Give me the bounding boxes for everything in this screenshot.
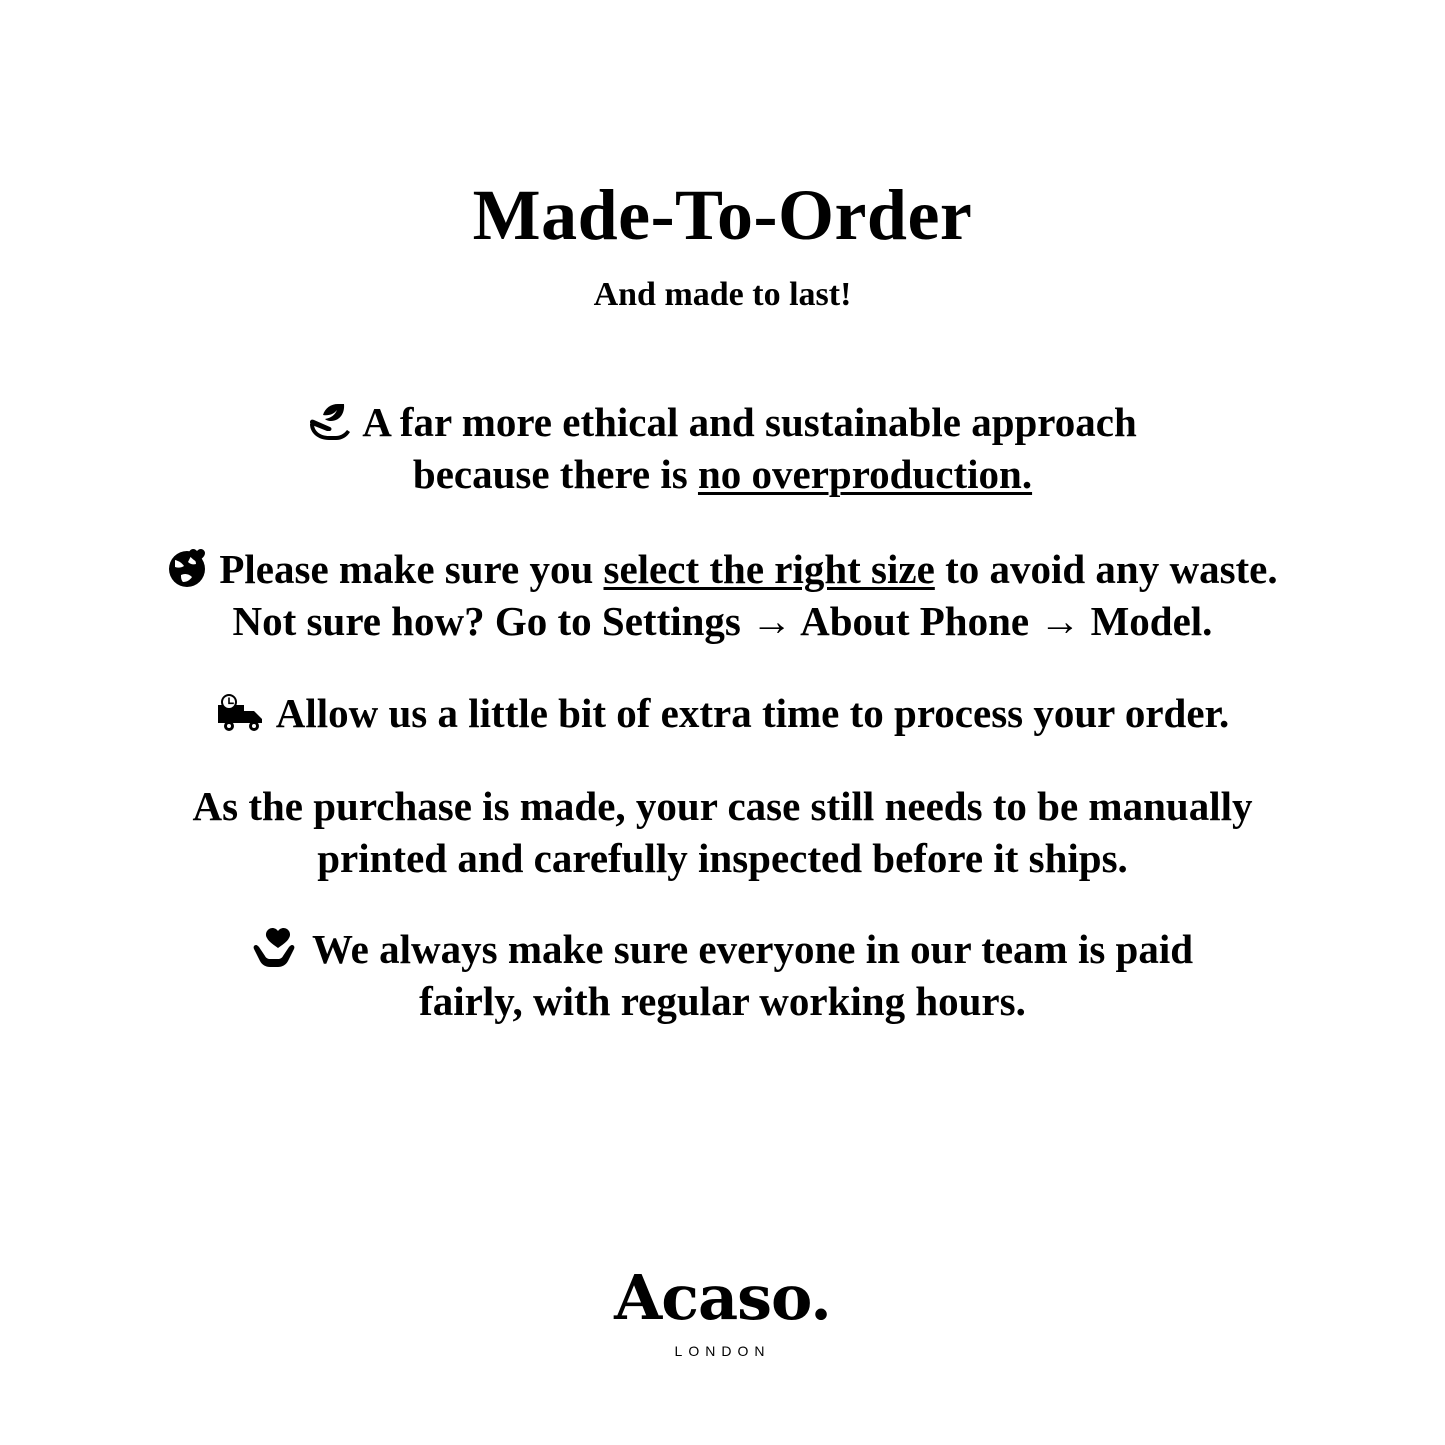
brand-name: Acaso. <box>614 1261 831 1334</box>
delivery-truck-clock-icon <box>216 693 268 733</box>
heart-in-hands-icon <box>252 927 304 969</box>
list-item-text-line2-pre: because there is <box>412 451 698 498</box>
list-item-text-line2: Not sure how? Go to Settings → About Phone → Model. <box>232 598 1213 644</box>
globe-heart-icon <box>167 547 211 589</box>
list-item <box>53 396 1393 501</box>
list-item <box>53 780 1393 885</box>
page-subtitle: And made to last! <box>593 275 852 313</box>
list-item-text-line2-emphasis: no overproduction. <box>697 451 1033 498</box>
list-item-text-line1: Allow us a little bit of extra time to process your order. <box>275 690 1230 737</box>
list-item-text-line1: As the purchase is made, your case still needs to be manually <box>192 782 1253 829</box>
leaf-in-hand-icon <box>308 402 354 442</box>
list-item-text-line1-pre: Please make sure you <box>219 545 604 592</box>
list-item-text-line1: A far more ethical and sustainable approach <box>362 398 1137 445</box>
list-item-text-line1-emphasis: select the right size <box>603 545 935 592</box>
brand-logo <box>0 1261 1445 1359</box>
list-item-text-line1: We always make sure everyone in our team is paid <box>311 925 1194 972</box>
list-item-text-line1-post: to avoid any waste. <box>934 545 1278 592</box>
brand-location: LONDON <box>674 1343 771 1359</box>
list-item-text-line2: fairly, with regular working hours. <box>419 978 1026 1025</box>
list-item <box>53 543 1393 648</box>
page-title: Made-To-Order <box>472 175 973 255</box>
list-item-text-line2: printed and carefully inspected before it ships. <box>317 835 1128 882</box>
list-item <box>53 923 1393 1028</box>
bullet-list <box>53 396 1393 1028</box>
list-item <box>53 687 1393 739</box>
